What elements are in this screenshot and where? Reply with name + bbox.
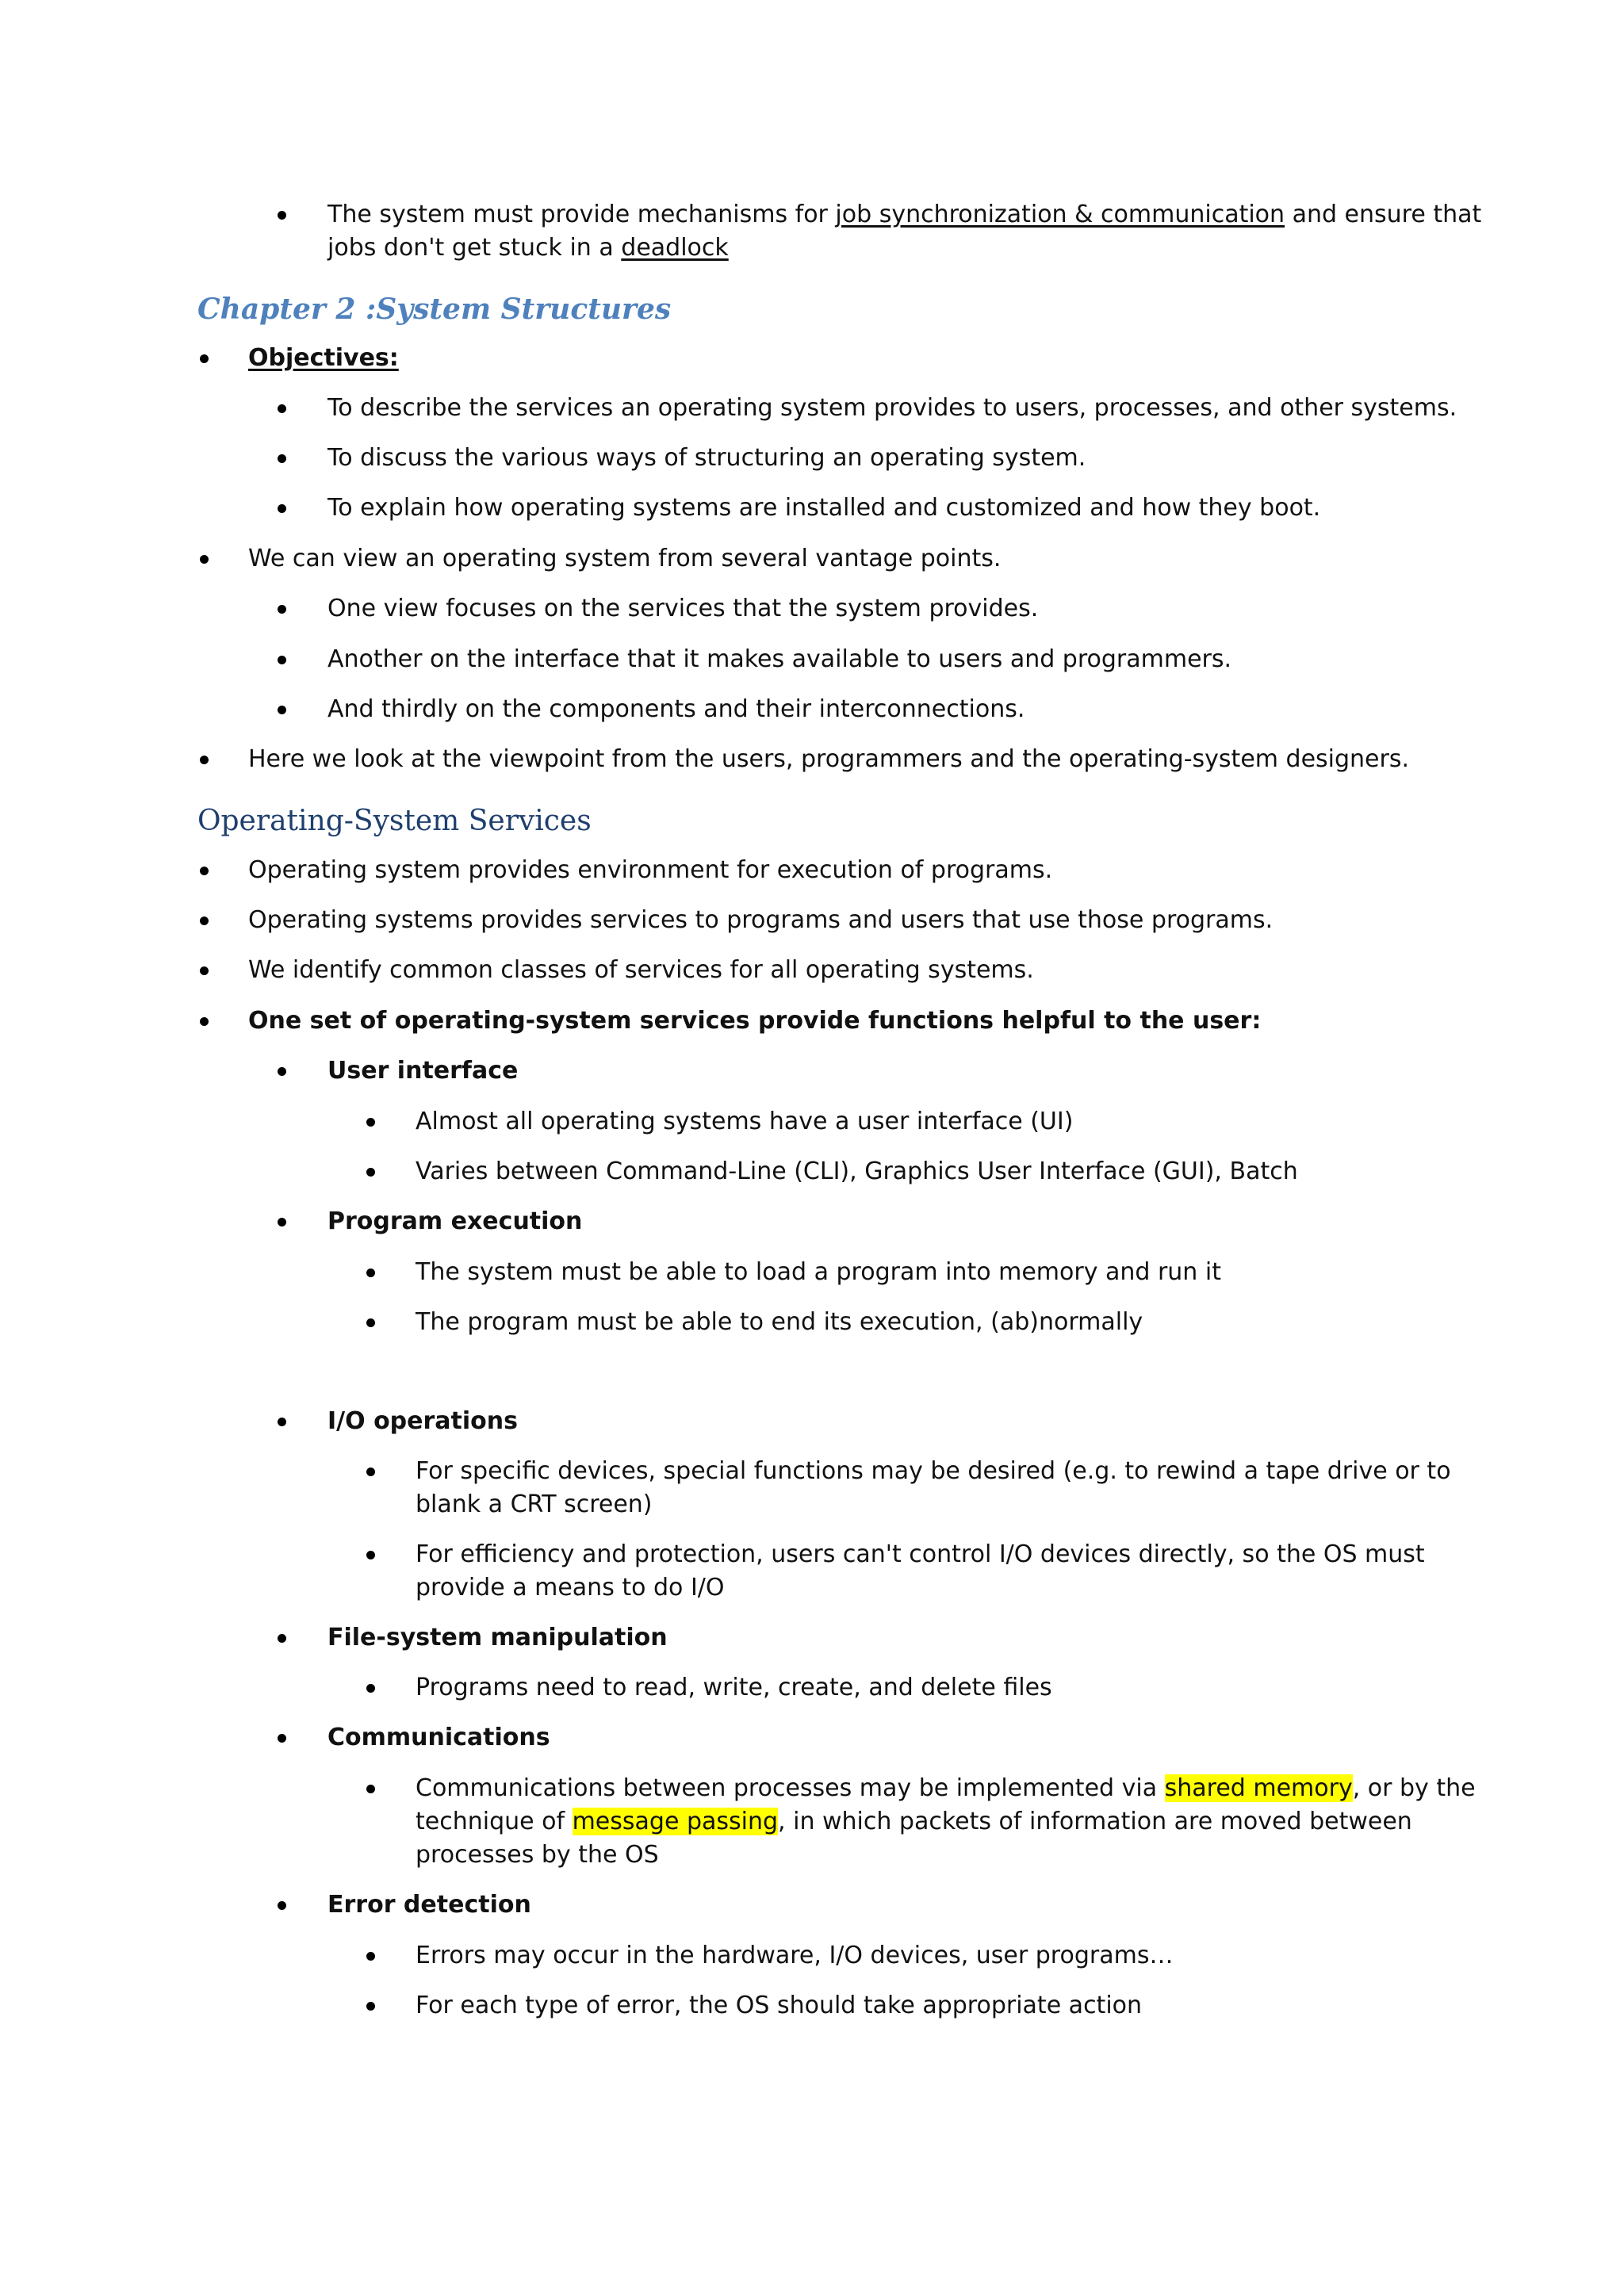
list-item-continuation <box>416 1805 1412 1839</box>
list-item <box>416 1538 1425 1571</box>
text: Here we look at the viewpoint from the users, programmers and the operating-system designers. <box>248 745 1410 773</box>
list-item <box>327 592 1038 626</box>
list-item <box>416 1105 1073 1138</box>
text: and ensure that <box>1285 201 1482 228</box>
text: I/O operations <box>327 1407 518 1435</box>
bullet-icon <box>366 1168 375 1177</box>
bullet-icon <box>278 1418 286 1426</box>
text: technique of <box>416 1808 573 1835</box>
bullet-icon <box>200 1017 209 1026</box>
text: Error detection <box>327 1891 531 1919</box>
bullet-icon <box>200 916 209 925</box>
text: To discuss the various ways of structuring an operating system. <box>327 444 1086 472</box>
list-item <box>248 854 1052 887</box>
bullet-icon <box>200 756 209 764</box>
objectives-label: Objectives: <box>248 344 399 372</box>
bullet-icon <box>200 354 209 363</box>
bullet-icon <box>278 1067 286 1076</box>
bullet-icon <box>278 404 286 413</box>
bullet-icon <box>366 1785 375 1793</box>
list-item <box>327 442 1086 475</box>
text: The system must be able to load a program into memory and run it <box>416 1258 1221 1286</box>
bullet-icon <box>200 555 209 564</box>
list-item <box>416 1772 1476 1805</box>
text: jobs don't get stuck in a <box>327 234 622 262</box>
text: , or by the <box>1352 1774 1476 1802</box>
list-item <box>416 1155 1298 1188</box>
text: File-system manipulation <box>327 1624 668 1651</box>
underlined-term: job synchronization & communication <box>835 201 1285 228</box>
chapter-heading: Chapter 2 :System Structures <box>197 293 672 326</box>
service-title <box>327 1888 531 1922</box>
list-item <box>327 693 1025 726</box>
text: The program must be able to end its execution, (ab)normally <box>416 1308 1143 1336</box>
bullet-icon <box>278 706 286 714</box>
list-item <box>248 1004 1261 1038</box>
bullet-icon <box>200 867 209 875</box>
text: For efficiency and protection, users can't control I/O devices directly, so the OS must <box>416 1540 1425 1568</box>
bullet-icon <box>278 1901 286 1910</box>
text: The system must provide mechanisms for <box>327 201 836 228</box>
text: One set of operating-system services provide functions helpful to the user: <box>248 1007 1262 1035</box>
list-item <box>416 1939 1173 1973</box>
section-heading: Operating-System Services <box>197 805 592 837</box>
bullet-icon <box>278 1218 286 1226</box>
bullet-icon <box>278 1634 286 1643</box>
text: Program execution <box>327 1207 583 1235</box>
text: Communications <box>327 1724 550 1751</box>
text: processes by the OS <box>416 1841 659 1869</box>
list-item <box>327 643 1231 676</box>
text: And thirdly on the components and their interconnections. <box>327 695 1025 723</box>
text: We can view an operating system from several vantage points. <box>248 545 1002 572</box>
text: , in which packets of information are moved between <box>778 1808 1412 1835</box>
service-title <box>327 1721 550 1755</box>
list-item <box>416 1306 1143 1339</box>
list-item <box>327 492 1320 525</box>
text: We identify common classes of services for all operating systems. <box>248 956 1034 984</box>
list-item <box>248 542 1001 576</box>
list-item <box>416 1989 1142 2022</box>
bullet-icon <box>366 1684 375 1693</box>
bullet-icon <box>366 1468 375 1476</box>
text: User interface <box>327 1057 519 1085</box>
bullet-icon <box>366 1551 375 1559</box>
list-item <box>416 1671 1052 1705</box>
list-item <box>248 954 1034 987</box>
list-item <box>327 392 1457 425</box>
text: For specific devices, special functions may be desired (e.g. to rewind a tape drive or to <box>416 1457 1451 1485</box>
text: Programs need to read, write, create, and delete files <box>416 1674 1052 1701</box>
underlined-term: deadlock <box>621 234 729 262</box>
highlighted-term: message passing <box>572 1808 779 1835</box>
text: provide a means to do I/O <box>416 1574 725 1601</box>
text: Almost all operating systems have a user interface (UI) <box>416 1108 1074 1135</box>
text: To explain how operating systems are installed and customized and how they boot. <box>327 494 1321 522</box>
service-title <box>327 1621 668 1655</box>
list-item <box>416 1256 1221 1289</box>
text: Another on the interface that it makes available to users and programmers. <box>327 645 1232 673</box>
bullet-icon <box>366 1952 375 1961</box>
bullet-icon <box>278 504 286 513</box>
text: Communications between processes may be implemented via <box>416 1774 1165 1802</box>
service-title <box>327 1405 518 1438</box>
bullet-icon <box>366 1118 375 1127</box>
bullet-icon <box>366 1269 375 1277</box>
bullet-icon <box>278 656 286 664</box>
list-item-continuation <box>416 1571 725 1605</box>
service-title <box>327 1054 518 1088</box>
text: blank a CRT screen) <box>416 1490 653 1518</box>
bullet-icon <box>278 211 286 220</box>
list-item <box>416 1455 1451 1488</box>
list-item <box>327 198 1481 232</box>
list-item-continuation <box>327 232 729 265</box>
list-item <box>248 743 1409 776</box>
text: Operating systems provides services to programs and users that use those programs. <box>248 906 1274 934</box>
text: Errors may occur in the hardware, I/O devices, user programs… <box>416 1942 1174 1969</box>
list-item <box>248 904 1273 937</box>
bullet-icon <box>278 454 286 463</box>
service-title <box>327 1205 582 1238</box>
text: To describe the services an operating system provides to users, processes, and other systems. <box>327 394 1457 422</box>
bullet-icon <box>366 2002 375 2011</box>
bullet-icon <box>366 1318 375 1327</box>
list-item-continuation <box>416 1839 659 1872</box>
text: One view focuses on the services that the system provides. <box>327 595 1039 622</box>
bullet-icon <box>278 1734 286 1743</box>
text: For each type of error, the OS should take appropriate action <box>416 1992 1143 2019</box>
bullet-icon <box>200 966 209 975</box>
list-item-continuation <box>416 1488 653 1521</box>
text: Operating system provides environment for execution of programs. <box>248 856 1053 884</box>
objectives-label-item <box>248 342 399 375</box>
highlighted-term: shared memory <box>1164 1774 1353 1802</box>
text: Varies between Command-Line (CLI), Graphics User Interface (GUI), Batch <box>416 1158 1298 1185</box>
bullet-icon <box>278 605 286 614</box>
